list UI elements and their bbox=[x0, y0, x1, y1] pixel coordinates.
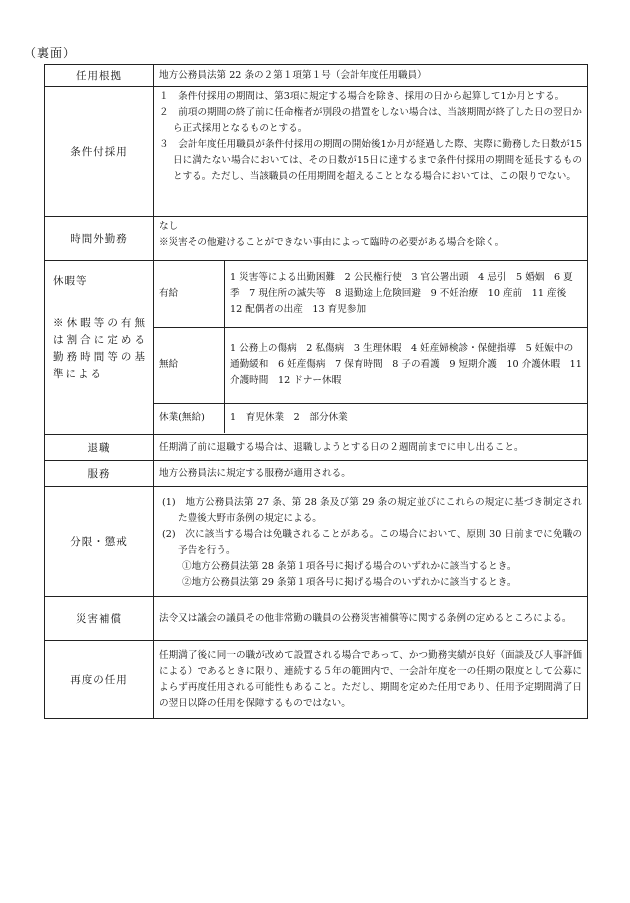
row-probation bbox=[45, 87, 588, 217]
probation-item-3: ３ 会計年度任用職員が条件付採用の期間の開始後1か月が経過した際、実際に勤務した日数が15日に満たない場合においては、その日数が15日に達するまで条件付採用の期間を延長するものとする。ただし、当該職員の任用期間を超えることとなる場合においては、この限りでない。 bbox=[159, 139, 582, 182]
value-discipline bbox=[154, 487, 588, 597]
label-resignation: 退職 bbox=[45, 435, 154, 461]
discipline-sub-1: ①地方公務員法第 28 条第１項各号に掲げる場合のいずれかに該当するとき。 bbox=[182, 561, 517, 572]
value-legal-basis: 地方公務員法第 22 条の２第１項第１号（会計年度任用職員） bbox=[154, 65, 588, 87]
label-legal-basis: 任用根拠 bbox=[45, 65, 154, 87]
label-service: 服務 bbox=[45, 461, 154, 487]
row-service bbox=[45, 461, 588, 487]
overtime-line-2: ※災害その他避けることができない事由によって臨時の必要がある場合を除く。 bbox=[159, 237, 505, 248]
value-overtime bbox=[154, 217, 588, 261]
leave-unpaid-text: 1 公務上の傷病 2 私傷病 3 生理休暇 4 妊産婦検診・保健指導 5 妊娠中の通勤緩和 6 妊産傷病 7 保育時間 8 子の看護 9 短期介護 10 介護休暇 11 介護時間 12 ドナー休暇 bbox=[225, 327, 588, 403]
leave-unpaid-label: 無給 bbox=[154, 327, 225, 403]
value-reappointment: 任期満了後に同一の職が改めて設置される場合であって、かつ勤務実績が良好（面談及び人事評価による）であるときに限り、連続する５年の範囲内で、一会計年度を一の任期の限度として公募によらず再度任用される可能性もあること。ただし、期間を定めた任用であり、任用予定期間満了日の翌日以降の任用を保障するものではない。 bbox=[154, 641, 588, 719]
reverse-side-label: （裏面） bbox=[24, 46, 77, 60]
row-overtime bbox=[45, 217, 588, 261]
leave-paid-row bbox=[154, 261, 587, 327]
discipline-item-2: (2) 次に該当する場合は免職されることがある。この場合において、原則 30 日前までに免職の予告を行う。 bbox=[162, 529, 582, 556]
discipline-sub-2: ②地方公務員法第 29 条第１項各号に掲げる場合のいずれかに該当するとき。 bbox=[182, 577, 517, 588]
label-disaster: 災害補償 bbox=[45, 597, 154, 641]
label-leave: 休暇等 bbox=[53, 275, 88, 287]
row-leave bbox=[45, 261, 588, 435]
employment-conditions-table bbox=[44, 64, 588, 719]
value-disaster: 法令又は議会の議員その他非常勤の職員の公務災害補償等に関する条例の定めるところによる。 bbox=[154, 597, 588, 641]
probation-item-1: １ 条件付採用の期間は、第3項に規定する場合を除き、採用の日から起算して1か月とする。 bbox=[159, 91, 565, 102]
value-probation bbox=[154, 87, 588, 217]
value-leave bbox=[154, 261, 588, 435]
row-discipline bbox=[45, 487, 588, 597]
label-discipline: 分限・懲戒 bbox=[45, 487, 154, 597]
probation-item-2: ２ 前項の期間の終了前に任命権者が別段の措置をしない場合は、当該期間が終了した日の翌日から正式採用となるものとする。 bbox=[159, 107, 582, 134]
leave-suspension-label: 休業(無給) bbox=[154, 403, 225, 433]
leave-note: ※休暇等の有無は割合に定める勤務時間等の基準による bbox=[53, 317, 147, 380]
label-leave-cell bbox=[45, 261, 154, 435]
leave-unpaid-row bbox=[154, 327, 587, 403]
value-resignation: 任期満了前に退職する場合は、退職しようとする日の２週間前までに申し出ること。 bbox=[154, 435, 588, 461]
label-probation: 条件付採用 bbox=[45, 87, 154, 217]
row-reappointment bbox=[45, 641, 588, 719]
discipline-item-1: (1) 地方公務員法第 27 条、第 28 条及び第 29 条の規定並びにこれらの規定に基づき制定された豊後大野市条例の規定による。 bbox=[162, 497, 582, 524]
leave-suspension-text: 1 育児休業 2 部分休業 bbox=[225, 403, 588, 433]
leave-subtable bbox=[154, 261, 587, 433]
label-reappointment: 再度の任用 bbox=[45, 641, 154, 719]
label-overtime: 時間外勤務 bbox=[45, 217, 154, 261]
value-service: 地方公務員法に規定する服務が適用される。 bbox=[154, 461, 588, 487]
overtime-line-1: なし bbox=[159, 221, 179, 232]
row-disaster bbox=[45, 597, 588, 641]
leave-paid-text: 1 災害等による出勤困難 2 公民権行使 3 官公署出頭 4 忌引 5 婚姻 6 夏季 7 現住所の滅失等 8 退勤途上危険回避 9 不妊治療 10 産前 11 産後 12 配偶者の出産 13 育児参加 bbox=[225, 261, 588, 327]
row-legal-basis bbox=[45, 65, 588, 87]
row-resignation bbox=[45, 435, 588, 461]
leave-paid-label: 有給 bbox=[154, 261, 225, 327]
leave-suspension-row bbox=[154, 403, 587, 433]
